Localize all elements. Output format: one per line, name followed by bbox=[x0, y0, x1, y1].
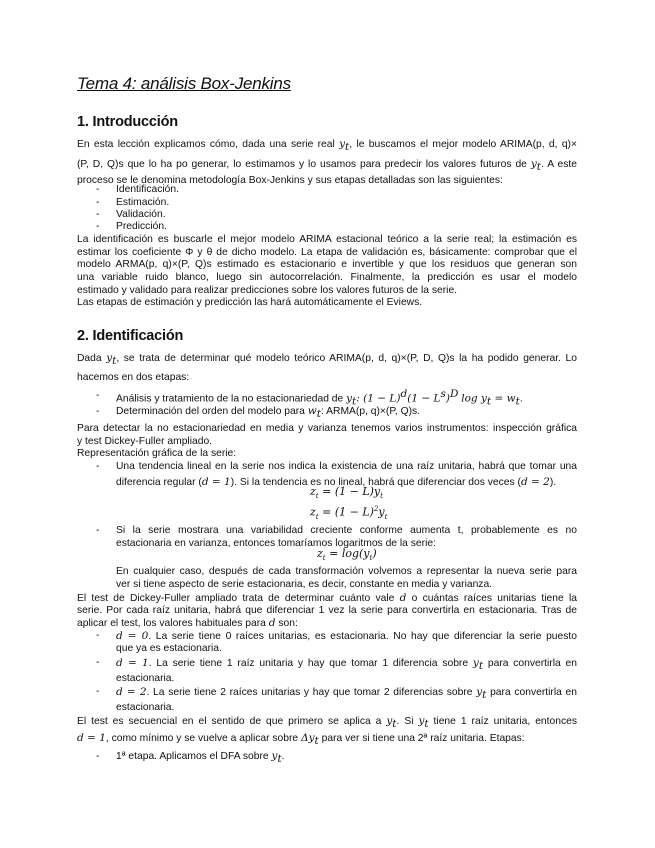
section-heading-identificacion: 2. Identificación bbox=[77, 328, 184, 344]
bullet-variance-followup: En cualquier caso, después de cada transformación volvemos a representar la nueva serie para ver si tiene aspecto de serie estacionaria, es decir, constante en media y varianza. bbox=[116, 566, 577, 590]
list-item: Validación. bbox=[116, 209, 166, 220]
document-title: Tema 4: análisis Box-Jenkins bbox=[77, 74, 291, 93]
sequential-test-paragraph: El test es secuencial en el sentido de que primero se aplica a $y_t$. Si $y_t$ tiene 1 raíz unitaria, entonces d = 1, como mínimo y se vuelve a aplicar sobre $\Delta y_t$ para ver si tiene una 2ª raíz unitaria. Etapas: bbox=[77, 715, 577, 745]
equation-log: $z_t = \log(y_t)$ bbox=[317, 547, 377, 563]
dickey-fuller-paragraph: El test de Dickey-Fuller ampliado trata de determinar cuánto vale d o cuántas raíces unitarias tiene la serie. Por cada raíz unitaria, habrá que diferenciar 1 vez la serie para convertirla en estacionaria. Tras de aplicar el test, los valores habituales para d son: bbox=[77, 592, 577, 630]
non-stationarity-paragraph: Para detectar la no estacionariedad en media y varianza tenemos varios instrumentos: inspección gráfica y test Dickey-Fuller ampliado. Representación gráfica de la serie: bbox=[77, 423, 577, 460]
list-item: 1ª etapa. Aplicamos el DFA sobre $y_t$. bbox=[116, 750, 285, 766]
case-d2: d = 2. La serie tiene 2 raíces unitarias y hay que tomar 2 diferencias sobre $y_t$ para convertirla en estacionaria. bbox=[116, 686, 577, 713]
list-item: Identificación. bbox=[116, 184, 179, 195]
list-item: Determinación del orden del modelo para $w_t$: ARMA(p, q)×(P, Q)s. bbox=[116, 405, 421, 421]
case-d1: d = 1. La serie tiene 1 raíz unitaria y hay que tomar 1 diferencia sobre $y_t$ para convertirla en estacionaria. bbox=[116, 657, 577, 684]
case-d0: d = 0. La serie tiene 0 raíces unitarias, es estacionaria. No hay que diferenciar la serie puesto que ya es estacionaria. bbox=[116, 630, 577, 654]
list-item: Análisis y tratamiento de la no estacionariedad de $y_t$: $(1 - L)^d(1 - L^s)^D$ $\log y_t = w_t$. bbox=[116, 388, 523, 408]
equation-second-difference: $z_t = (1 - L)^2y_t$ bbox=[310, 505, 388, 521]
list-item: Estimación. bbox=[116, 197, 170, 208]
document-page: Tema 4: análisis Box-Jenkins 1. Introducción En esta lección explicamos cómo, dada una serie real $y_t$, le buscamos el mejor modelo ARIMA(p, d, q)× (P, D, Q)s que lo ha po generar, lo estimamos y lo usamos para predecir los valores futuros de $y_t$. A este proceso se le denomina metodología Box-Jenkins y sus etapas detalladas son las siguientes: - Identificación. - Estimación. - Validación. - Predicción. La identificación es buscarle el mejor modelo ARIMA estacional teórico a la serie real; la estimación es estimar los coeficiente Φ y θ de dicho modelo. La etapa de validación es, básicamente: comprobar que el modelo ARMA(p, q)×(P, Q)s estimado es estacionario e invertible y que los residuos que generan son una variable ruido blanco, luego sin autocorrelación. Finalmente, la predicción es usar el modelo estimado y validado para realizar predicciones sobre los valores futuros de la serie. Las etapas de estimación y predicción las hará automáticamente el Eviews. 2. Identificación Dada $y_t$, se trata de determinar qué modelo teórico ARIMA(p, d, q)×(P, D, Q)s la ha podido generar. Lo hacemos en dos etapas: - Análisis y tratamiento de la no estacionariedad de $y_t$: $(1 - L)^d(1 - L^s)^D$ $\log y_t = w_t$. - Determinación del orden del modelo para $w_t$: ARMA(p, q)×(P, Q)s. Para detectar la no estacionariedad en media y varianza tenemos varios instrumentos: inspección gráfica y test Dickey-Fuller ampliado. Representación gráfica de la serie: - Una tendencia lineal en la serie nos indica la existencia de una raíz unitaria, habrá que tomar una diferencia regular (d = 1). Si la tendencia es no lineal, habrá que diferenciar dos veces (d = 2). $z_t = (1 - L)y_t$ $z_t = (1 - L)^2y_t$ - Si la serie mostrara una variabilidad creciente conforme aumenta t, probablemente es no estacionaria en varianza, entonces tomaríamos logaritmos de la serie: $z_t = \log(y_t)$ En cualquier caso, después de cada transformación volvemos a representar la nueva serie para ver si tiene aspecto de serie estacionaria, es decir, constante en media y varianza. El test de Dickey-Fuller ampliado trata de determinar cuánto vale d o cuántas raíces unitarias tiene la serie. Por cada raíz unitaria, habrá que diferenciar 1 vez la serie para convertirla en estacionaria. Tras de aplicar el test, los valores habituales para d son: - d = 0. La serie tiene 0 raíces unitarias, es estacionaria. No hay que diferenciar la serie puesto que ya es estacionaria. - d = 1. La serie tiene 1 raíz unitaria y hay que tomar 1 diferencia sobre $y_t$ para convertirla en estacionaria. - d = 2. La serie tiene 2 raíces unitarias y hay que tomar 2 diferencias sobre $y_t$ para convertirla en estacionaria. El test es secuencial en el sentido de que primero se aplica a $y_t$. Si $y_t$ tiene 1 raíz unitaria, entonces d = 1, como mínimo y se vuelve a aplicar sobre $\Delta y_t$ para ver si tiene una 2ª raíz unitaria. Etapas: - 1ª etapa. Aplicamos el DFA sobre $y_t$. bbox=[77, 74, 577, 766]
equation-first-difference: $z_t = (1 - L)y_t$ bbox=[310, 485, 383, 501]
identificacion-intro-paragraph: Dada $y_t$, se trata de determinar qué modelo teórico ARIMA(p, d, q)×(P, D, Q)s la ha podido generar. Lo hacemos en dos etapas: bbox=[77, 352, 577, 383]
list-item: Predicción. bbox=[116, 221, 167, 232]
bullet-linear-trend: Una tendencia lineal en la serie nos indica la existencia de una raíz unitaria, habrá que tomar una diferencia regular (d = 1). Si la tendencia es no lineal, habrá que diferenciar dos veces (d = 2). bbox=[116, 461, 577, 488]
identification-description-paragraph: La identificación es buscarle el mejor modelo ARIMA estacional teórico a la serie real; la estimación es estimar los coeficiente Φ y θ de dicho modelo. La etapa de validación es, básicamente: comprobar que el modelo ARMA(p, q)×(P, Q)s estimado es estacionario e invertible y que los residuos que generan son una variable ruido blanco, luego sin autocorrelación. Finalmente, la predicción es usar el modelo estimado y validado para realizar predicciones sobre los valores futuros de la serie. bbox=[77, 234, 577, 296]
bullet-variance: Si la serie mostrara una variabilidad creciente conforme aumenta t, probablemente es no estacionaria en varianza, entonces tomaríamos logaritmos de la serie: bbox=[116, 525, 577, 549]
eviews-paragraph: Las etapas de estimación y predicción las hará automáticamente el Eviews. bbox=[77, 297, 423, 308]
section-heading-introduccion: 1. Introducción bbox=[77, 114, 178, 130]
intro-paragraph: En esta lección explicamos cómo, dada una serie real $y_t$, le buscamos el mejor modelo ARIMA(p, d, q)× (P, D, Q)s que lo ha po generar, lo estimamos y lo usamos para predecir los valores futuros de $y_t$. A este proceso se le denomina metodología Box-Jenkins y sus etapas detalladas son las siguientes: bbox=[77, 138, 577, 187]
